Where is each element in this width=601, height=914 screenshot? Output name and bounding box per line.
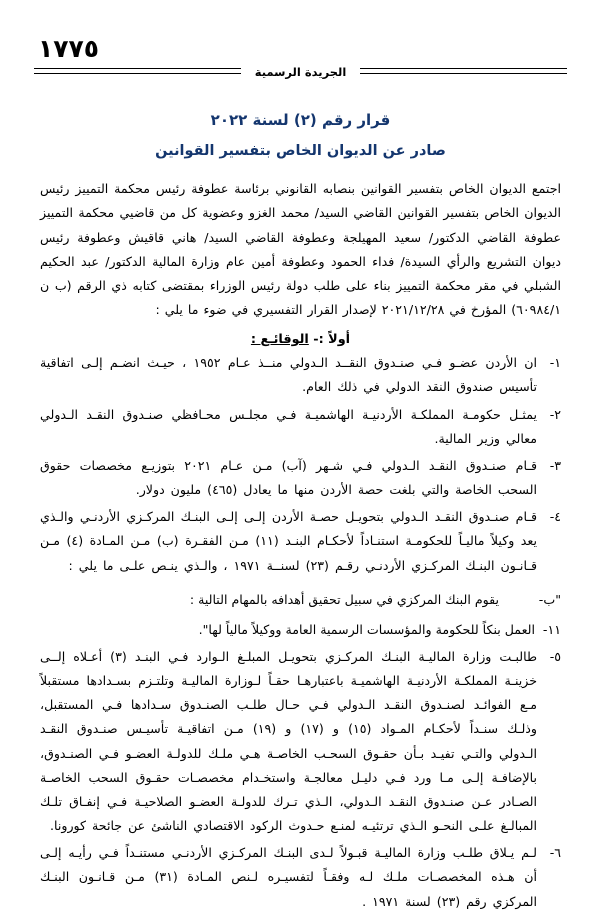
list-item (40, 841, 561, 914)
decision-subtitle: صادر عن الديوان الخاص بتفسير القوانين (155, 143, 446, 159)
quote-item-marker: ١١- (542, 622, 561, 638)
intro-paragraph: اجتمع الديوان الخاص بتفسير القوانين بنصابه القانوني برئاسة عطوفة رئيس محكمة التمييز رئيس الديوان الخاص بتفسير القوانين القاضي السيد/ محمد الغزو وعضوية كل من قاضيي محكمة التمييز عطوفة القاضي الدكتور/ سعيد المهيلجة وعطوفة القاضي السيد/ هاني قاقيش وعطوفة رئيس ديوان التشريع والرأي السيدة/ فداء الحمود وعطوفة أمين عام وزارة المالية الدكتور/ عبد الحكيم الشبلي في مقر محكمة التمييز بناء على طلب دولة رئيس الوزراء بمقتضى كتابه ذي الرقم (ب ن ٦٠٩٨٤/١) المؤرخ في ٢٠٢١/١٢/٢٨ لإصدار القرار التفسيري في ضوء ما يلي : (40, 181, 561, 318)
list-item-marker: ٦- (549, 845, 561, 861)
list-item (40, 454, 561, 502)
facts-list (40, 351, 561, 578)
list-item-text: يمثـل حكومـة المملكـة الأردنيـة الهاشميـة فـي مجلـس محـافظي صنـدوق النقـد الـدولي معالي وزير المالية. (40, 406, 537, 446)
document-body (0, 177, 601, 914)
list-item-text: طالبـت وزارة الماليـة البنـك المركـزي بتحويـل المبلـغ الـوارد فـي البنـد (٣) أعـلاه إلــى خزينـة المملكـة الأردنيـة الهاشميـة باعتبارهـا حقـاً لـوزارة الماليـة وتلتـزم بسـدادها مستقبلاً مـع الفوائـد لصنـدوق النقـد الـدولي فـي حـال طلـب الصنـدوق سـدادها فـي المستقبل، وذلـك سنـداً لأحكـام المـواد (١٥) و (١٧) و (١٩) مـن اتفاقيـة تأسيـس صنـدوق النقـد الـدولي والتـي تفيـد بـأن حقـوق السحـب الخاصـة هـي ملـك للدولـة العضـو فـي الصنـدوق، بالإضافـة إلـى مـا ورد فـي دليـل معالجـة واستخـدام مخصصـات حقـوق السحب الخاصـة الصـادر عـن صنـدوق النقـد الـدولي، الـذي تـرك للدولـة العضـو الصلاحيـة فـي إنفـاق تلـك المبالـغ علـى النحـو الـذي ترتئيـه لمنـع حـدوث الركود الاقتصادي الناشئ عن جائحة كورونا. (40, 648, 537, 834)
list-item-marker: ٢- (549, 406, 561, 422)
gazette-title (0, 60, 601, 79)
section-label: أولاً :- (313, 332, 351, 348)
list-item (40, 403, 561, 451)
quote-lead-line (40, 588, 561, 613)
list-item-text: لـم يـلاق طلـب وزارة الماليـة قبـولاً لـدى البنـك المركـزي الأردنـي مستنـداً فـي رأيـه إلـى أن هـذه المخصصـات ملـك لـه وفقـاً لتفسيـره لـنص المـادة (٣١) مـن قـانـون البنـك المركزي رقم (٢٣) لسنة ١٩٧١ . (40, 845, 537, 909)
quote-lead-marker: "ب- (538, 591, 561, 607)
decision-title: قرار رقم (٢) لسنة ٢٠٢٢ (210, 111, 391, 129)
list-item (40, 645, 561, 838)
gazette-title-text: الجريدة الرسمية (241, 65, 361, 79)
list-item-marker: ٥- (549, 648, 561, 664)
title-block (0, 108, 601, 163)
list-item-marker: ٣- (549, 457, 561, 473)
list-item-text: قـام صنـدوق النقـد الـدولي فـي شـهر (آب) مـن عـام ٢٠٢١ بتوزيـع مخصصات حقوق السحب الخاصة والتي بلغت حصة الأردن منها ما يعادل (٤٦٥) مليون دولار. (40, 457, 537, 498)
list-item (40, 351, 561, 399)
section-heading-facts (40, 332, 561, 347)
list-item-marker: ١- (549, 355, 561, 371)
quote-item-text: العمل بنكاً للحكومة والمؤسسات الرسمية العامة ووكيلاً مالياً لها". (198, 622, 535, 638)
section-title: الوقائـع : (250, 332, 309, 348)
page-header (0, 0, 601, 92)
list-item-text: قـام صنـدوق النقـد الـدولي بتحويـل حصـة الأردن إلـى إلـى البنـك المركـزي الأردنـي والـذي يعد وكيلاً ماليـاً للحكومـة استنـاداً لأحكـام البنـد (١١) مـن الفقـرة (ب) مـن المـادة (٤) مـن قـانـون البنـك المركـزي الأردنـي رقـم (٢٣) لسنــة ١٩٧١ ، والـذي ينـص علـى ما يلي : (40, 509, 537, 573)
list-item (40, 505, 561, 578)
list-item-marker: ٤- (549, 509, 561, 525)
list-item-text: ان الأردن عضـو فـي صنـدوق النقــد الـدولي منــذ عـام ١٩٥٢ ، حيـث انضـم إلـى اتفاقية تأسيس صندوق النقد الدولي في ذلك العام. (40, 355, 537, 395)
page-number: ١٧٧٥ (38, 34, 100, 63)
quote-item-line (40, 618, 561, 643)
quoted-law-text (40, 588, 561, 643)
quote-lead-text: يقوم البنك المركزي في سبيل تحقيق أهدافه بالمهام التالية : (189, 591, 499, 607)
facts-list-continued (40, 645, 561, 914)
